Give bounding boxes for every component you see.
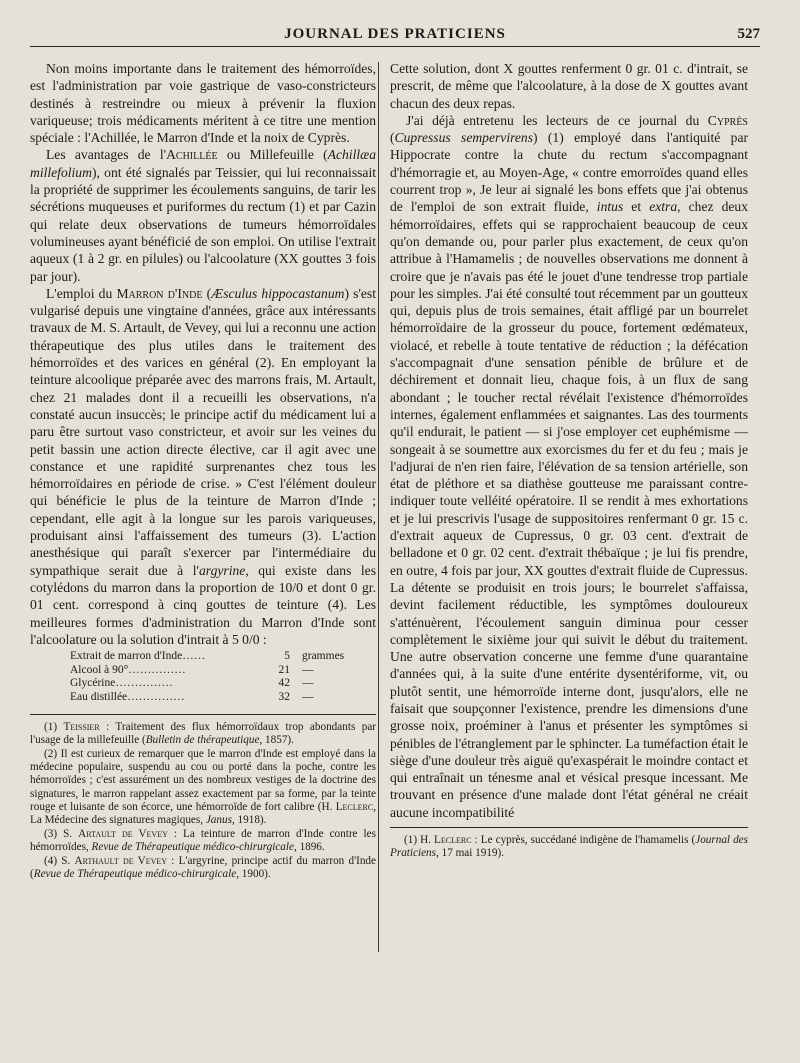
footnote-divider: [390, 827, 748, 828]
recipe-table: [70, 650, 376, 704]
paragraph: Cette solution, dont X gouttes renferment 0 gr. 01 c. d'intrait, se prescrit, de même que l'alcoolature, à la dose de X gouttes avant chacun des deux repas.: [390, 61, 748, 111]
paragraph: Non moins importante dans le traitement des hémorroïdes, est l'administration par voie gastrique de vaso-constricteurs destinés à restreindre ou mieux à prévenir la fluxion variqueuse; trois médicaments méritent à ce titre une mention spéciale : l'Achillée, le Marron d'Inde et la noix de Cyprès.: [30, 61, 376, 146]
footnote: (1) H. Leclerc : Le cyprès, succédané indigène de l'hamamelis (Journal des Praticiens, 17 mai 1919).: [390, 834, 749, 860]
recipe-row: Extrait de marron d'Inde…… 5 grammes: [70, 650, 345, 663]
footnote: (3) S. Artault de Vevey : La teinture de marron d'Inde contre les hémorroïdes, Revue de Thérapeutique médico-chirurgicale, 1896.: [30, 827, 376, 853]
paragraph-marron: L'emploi du Marron d'Inde (Æsculus hippocastanum) s'est vulgarisé depuis une vingtaine d'années, grâce aux intéressants travaux de M. S. Artault, de Vevey, qui lui a reconnu une action thérapeutique des plus utiles dans le traitement des hémorroïdes et des varices en général (2). En employant la teinture alcoolique préparée avec des marrons frais, M. Artault, chez 21 malades dont il a recueilli les observations, n'a constaté aucun insuccès; le principe actif du médicament lui a paru être surtout vaso constricteur, et avoir sur les veines du petit bassin une action directe élective, car il agit avec une constance et une rapidité surprenantes chez tous les hémorroïdaires en période de crise. » C'est l'élément douleur qui bénéficie le plus de la teinture de Marron d'Inde ; cependant, elle agit à la longue sur les parois variqueuses, produisant ainsi l'affaissement des tumeurs (3). L'action anesthésique qui paraît s'exercer par l'intermédiaire du sympathique serait due à l'argyrine, qui existe dans les cotylédons du marron dans la proportion de 10/0 et dont 0 gr. 01 cent. correspond à cinq gouttes de teinture (4). Les meilleures formes d'administration du Marron d'Inde sont l'alcoolature ou la solution d'intrait à 5 0/0 :: [30, 285, 377, 647]
footnote-divider: [30, 714, 376, 715]
paragraph-cypres: J'ai déjà entretenu les lecteurs de ce journal du Cyprès (Cupressus sempervirens) (1) employé dans l'antiquité par Hippocrate contre la chute du rectum s'accompagnant d'hémorragie et, au Moyen-Age, « contre emorroïdes quand elles courrent trop », Je leur ai signalé les bons effets que j'ai obtenus de l'emploi de son extrait fluide, intus et extra, chez deux hémorroïdaires, effets qui se rapprochaient beaucoup de ceux qu'on demande ou, pour parler plus exactement, de ceux qu'on attribue à l'Hamamelis ; de nouvelles observations me donnent à croire que je n'avais pas été le jouet d'une tendresse trop partiale pour les simples. J'ai été consulté tout récemment par un goutteux qui, depuis plus de trois semaines, était affligé par un bourrelet hémorroïdaire de la grosseur du pouce, fortement œdémateux, violacé, et rebelle à toute tentative de réduction ; la défécation s'accompagnait d'une sensation pénible de brûlure et de déchirement et donnait lieu, chaque fois, à un flux de sang abondant ; le toucher rectal révélait l'existence d'hémorroïdes internes, également enflammées et saignantes. Las des tourments qu'il endurait, le patient — si j'ose employer cet euphémisme — songeait à se soumettre aux exorcismes du fer et du feu ; mais je l'adjurai de n'en rien faire, l'élévation de sa tension artérielle, son état de pléthore et sa diathèse goutteuse me paraissant contre-indiquer toute velléité opératoire. Il se rendit à mes exhortations et je lui prescrivis l'usage de suppositoires renfermant 0 gr. 15 c. d'extrait aqueux de Cupressus, 0 gr. 03 cent. d'extrait de belladone et 0 gr. 02 cent. d'extrait thébaïque ; je lui fis prendre, en outre, 4 fois par jour, XX gouttes d'extrait fluide de Cupressus. La détente se produisit en trois jours; le bourrelet s'affaissa, devint facilement réductible, les symptômes douloureux s'atténuèrent, l'écoulement sanguin diminua pour cesser complètement le sixième jour qui suivit le début du traitement. Une autre observation concerne une femme d'une quarantaine d'années qui, à la suite d'une entérite dysentériforme, vit, ou plutôt sentit, une hémorroïde interne dont, jusqu'alors, elle ne faisait que soupçonner l'existence, prendre les dimensions d'une grosse noix, proéminer à l'anus et présenter les symptômes si pénibles de l'étranglement par le sphincter. La tuméfaction était le siège d'une douleur très aiguë qu'exaspérait le moindre contact et qui entraînait un ténesme anal et vésical presque incessant. Me trouvant en présence d'une malade dont l'état général ne créait aucune incompatibilité: [390, 112, 749, 820]
footnotes: [30, 721, 376, 881]
journal-title: JOURNAL DES PRATICIENS: [284, 26, 506, 42]
paragraph-achillee: Les avantages de l'Achillée ou Millefeuille (Achillæa millefolium), ont été signalés par Teissier, qui lui reconnaissait la propriété de supprimer les écoulements sanguins, de tarir les sécrétions muqueuses et puriformes du rectum (1) et par Cazin qui relate deux observations de tumeurs hémorroïdales volumineuses ayant bénéficié de son emploi. On utilise l'extrait aqueux (1 à 2 gr. en pilules) ou l'alcoolature (XX gouttes 3 fois par jour).: [30, 147, 376, 284]
recipe-row: Alcool à 90°…………… 21 —: [70, 663, 314, 676]
footnote: (4) S. Arthault de Vevey : L'argyrine, principe actif du marron d'Inde (Revue de Thérapeutique médico-chirurgicale, 1900).: [30, 855, 376, 881]
footnote: (1) Teissier : Traitement des flux hémorroïdaux trop abondants par l'usage de la millefeuille (Bulletin de thérapeutique, 1857).: [30, 721, 377, 747]
page-header: [30, 24, 760, 47]
recipe-row: Eau distillée…………… 32 —: [70, 690, 314, 703]
left-column: [30, 60, 376, 882]
footnotes: [390, 834, 748, 860]
footnote: (2) Il est curieux de remarquer que le marron d'Inde est employé dans la médecine populaire, suspendu au cou ou porté dans la poche, contre les hémorroïdes ; c'est assurément un des nombreux vestiges de la doctrine des signatures, le marron rappelant assez exactement par sa forme, par la teinte rouge et luisante de son écorce, une hémorroïde de fort calibre (H. Leclerc, La Médecine des signatures magiques, Janus, 1918).: [30, 748, 376, 826]
page-number: 527: [737, 26, 760, 42]
recipe-row: Glycérine…………… 42 —: [70, 677, 314, 690]
column-divider: [378, 62, 379, 952]
right-column: [390, 60, 748, 861]
